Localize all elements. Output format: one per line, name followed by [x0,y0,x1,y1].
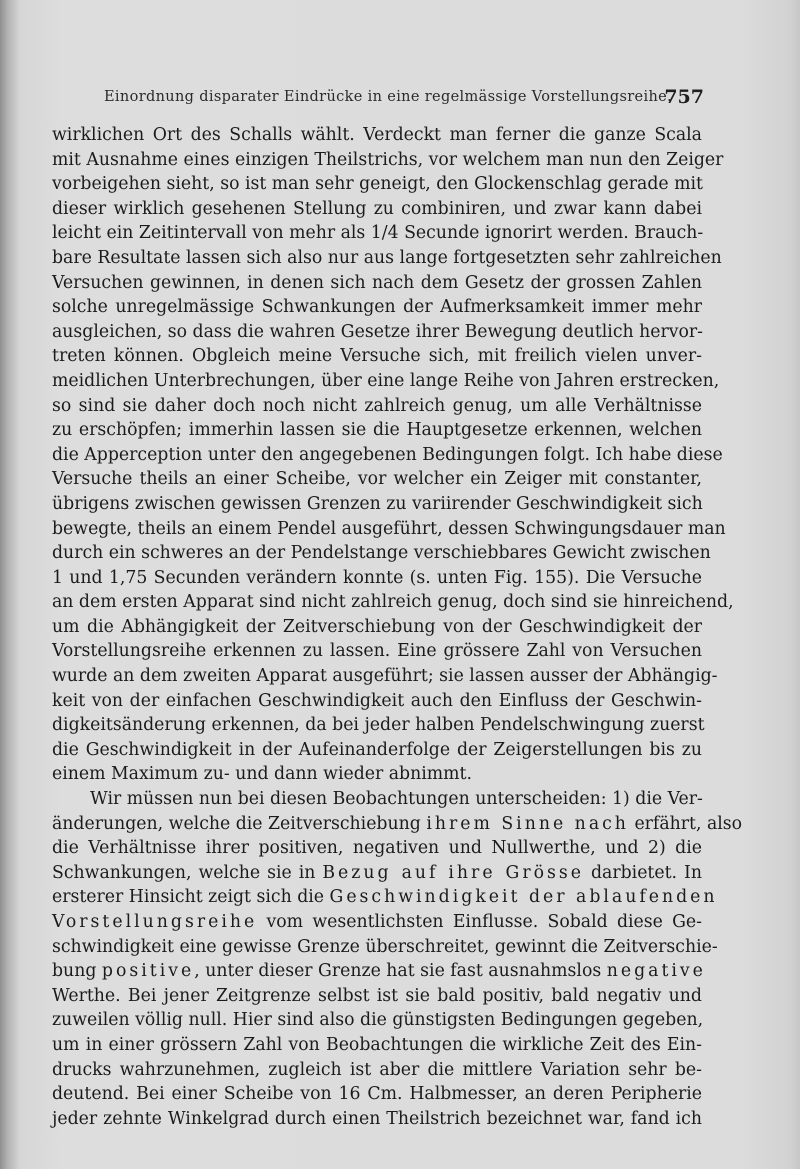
text-line: durch ein schweres an der Pendelstange verschiebbares Gewicht zwischen [52,543,711,564]
emphasis-spaced: Bezug auf ihre Grösse [322,862,584,883]
text-line [52,836,702,861]
text-line [52,959,706,984]
text-line: mit Ausnahme eines einzigen Theilstrichs, vor welchem man nun den Zeiger [52,149,724,170]
text-segment: ersterer Hinsicht zeigt sich die [52,887,325,908]
text-segment: Werthe. Bei jener Zeitgrenze selbst ist sie bald positiv, bald negativ und [52,985,702,1006]
text-line: treten können. Obgleich meine Versuche sich, mit freilich vielen unver- [52,346,702,367]
text-segment: bung [52,961,97,982]
emphasis-spaced: ihrem Sinne nach [426,813,629,834]
text-line [52,812,743,837]
text-segment: , unter dieser Grenze hat sie fast ausnahmslos [194,961,602,982]
text-line: zu erschöpfen; immerhin lassen sie die Hauptgesetze erkennen, welchen [52,420,702,441]
text-segment: vom wesentlichsten Einflusse. Sobald diese Ge- [266,912,702,932]
page-header [104,86,704,110]
text-line: 1 und 1,75 Secunden verändern konnte (s. unten Fig. 155). Die Versuche [52,567,702,588]
text-line: dieser wirklich gesehenen Stellung zu combiniren, und zwar kann dabei [52,198,702,219]
text-line: keit von der einfachen Geschwindigkeit auch den Einfluss der Geschwin- [52,690,702,711]
text-line [52,885,718,910]
emphasis-spaced: positive [101,961,195,982]
text-segment: die Verhältnisse ihrer positiven, negativen und Nullwerthe, und 2) die [52,838,702,859]
text-line [52,861,702,886]
text-line [52,1058,702,1083]
text-segment: deutend. Bei einer Scheibe von 16 Cm. Halbmesser, an deren Peripherie [52,1084,702,1105]
text-line: die Geschwindigkeit in der Aufeinanderfolge der Zeigerstellungen bis zu [52,739,702,760]
text-line: so sind sie daher doch noch nicht zahlreich genug, um alle Verhältnisse [52,395,702,416]
text-line: wurde an dem zweiten Apparat ausgeführt; sie lassen ausser der Abhängig- [52,666,718,687]
text-line [52,984,702,1009]
text-line: meidlichen Unterbrechungen, über eine lange Reihe von Jahren erstrecken, [52,370,720,391]
text-segment: darbietet. In [590,862,702,883]
text-line: ausgleichen, so dass die wahren Gesetze ihrer Bewegung deutlich hervor- [52,321,704,342]
text-line: die Apperception unter den angegebenen Bedingungen folgt. Ich habe diese [52,444,723,465]
text-line: Versuche theils an einer Scheibe, vor welcher ein Zeiger mit constanter, [52,469,702,490]
page-number: 757 [664,86,704,108]
text-line [52,1008,702,1033]
text-segment: um in einer grössern Zahl von Beobachtungen die wirkliche Zeit des Ein- [52,1034,702,1055]
text-line [52,910,702,935]
text-line: bewegte, theils an einem Pendel ausgeführt, dessen Schwingungsdauer man [52,518,726,539]
emphasis-spaced: Geschwindigkeit der ablaufenden [329,887,718,908]
text-segment: erfährt, also [634,813,743,834]
text-line: an dem ersten Apparat sind nicht zahlreich genug, doch sind sie hinreichend, [52,592,734,613]
text-line [52,1033,702,1058]
emphasis-spaced: negative [606,961,706,982]
text-line: wirklichen Ort des Schalls wählt. Verdeckt man ferner die ganze Scala [52,125,702,145]
text-line: vorbeigehen sieht, so ist man sehr geneigt, den Glockenschlag gerade mit [52,174,703,195]
text-line: digkeitsänderung erkennen, da bei jeder halben Pendelschwingung zuerst [52,715,705,736]
text-segment: zuweilen völlig null. Hier sind also die günstigsten Bedingungen gegeben, [52,1010,704,1031]
text-line: Versuchen gewinnen, in denen sich nach dem Gesetz der grossen Zahlen [52,272,702,293]
text-line: Vorstellungsreihe erkennen zu lassen. Eine grössere Zahl von Versuchen [52,641,702,662]
text-line: um die Abhängigkeit der Zeitverschiebung von der Geschwindigkeit der [52,616,702,637]
emphasis-spaced: Vorstellungsreihe [52,912,258,932]
text-line [52,1107,702,1132]
paragraph-end-line: einem Maximum zu- und dann wieder abnimmt. [52,764,472,785]
text-line: bare Resultate lassen sich also nur aus lange fortgesetzten sehr zahlreichen [52,247,722,268]
body-text [52,123,743,1131]
text-line [52,1082,702,1107]
text-line: leicht ein Zeitintervall von mehr als 1/4 Secunde ignorirt werden. Brauch- [52,223,704,244]
paragraph-start-line [52,787,702,812]
text-line: übrigens zwischen gewissen Grenzen zu variirender Geschwindigkeit sich [52,493,703,514]
text-segment: drucks wahrzunehmen, zugleich ist aber die mittlere Variation sehr be- [52,1059,702,1080]
text-segment: änderungen, welche die Zeitverschiebung [52,813,421,834]
text-segment: schwindigkeit eine gewisse Grenze überschreitet, gewinnt die Zeitverschie- [52,936,718,957]
text-segment: Wir müssen nun bei diesen Beobachtungen unterscheiden: 1) die Ver- [90,789,703,810]
text-line [52,935,718,960]
text-line: solche unregelmässige Schwankungen der Aufmerksamkeit immer mehr [52,297,702,318]
text-segment: Schwankungen, welche sie in [52,862,316,883]
text-segment: jeder zehnte Winkelgrad durch einen Theilstrich bezeichnet war, fand ich [52,1108,702,1129]
running-head: Einordnung disparater Eindrücke in eine regelmässige Vorstellungsreihe. [104,89,673,105]
